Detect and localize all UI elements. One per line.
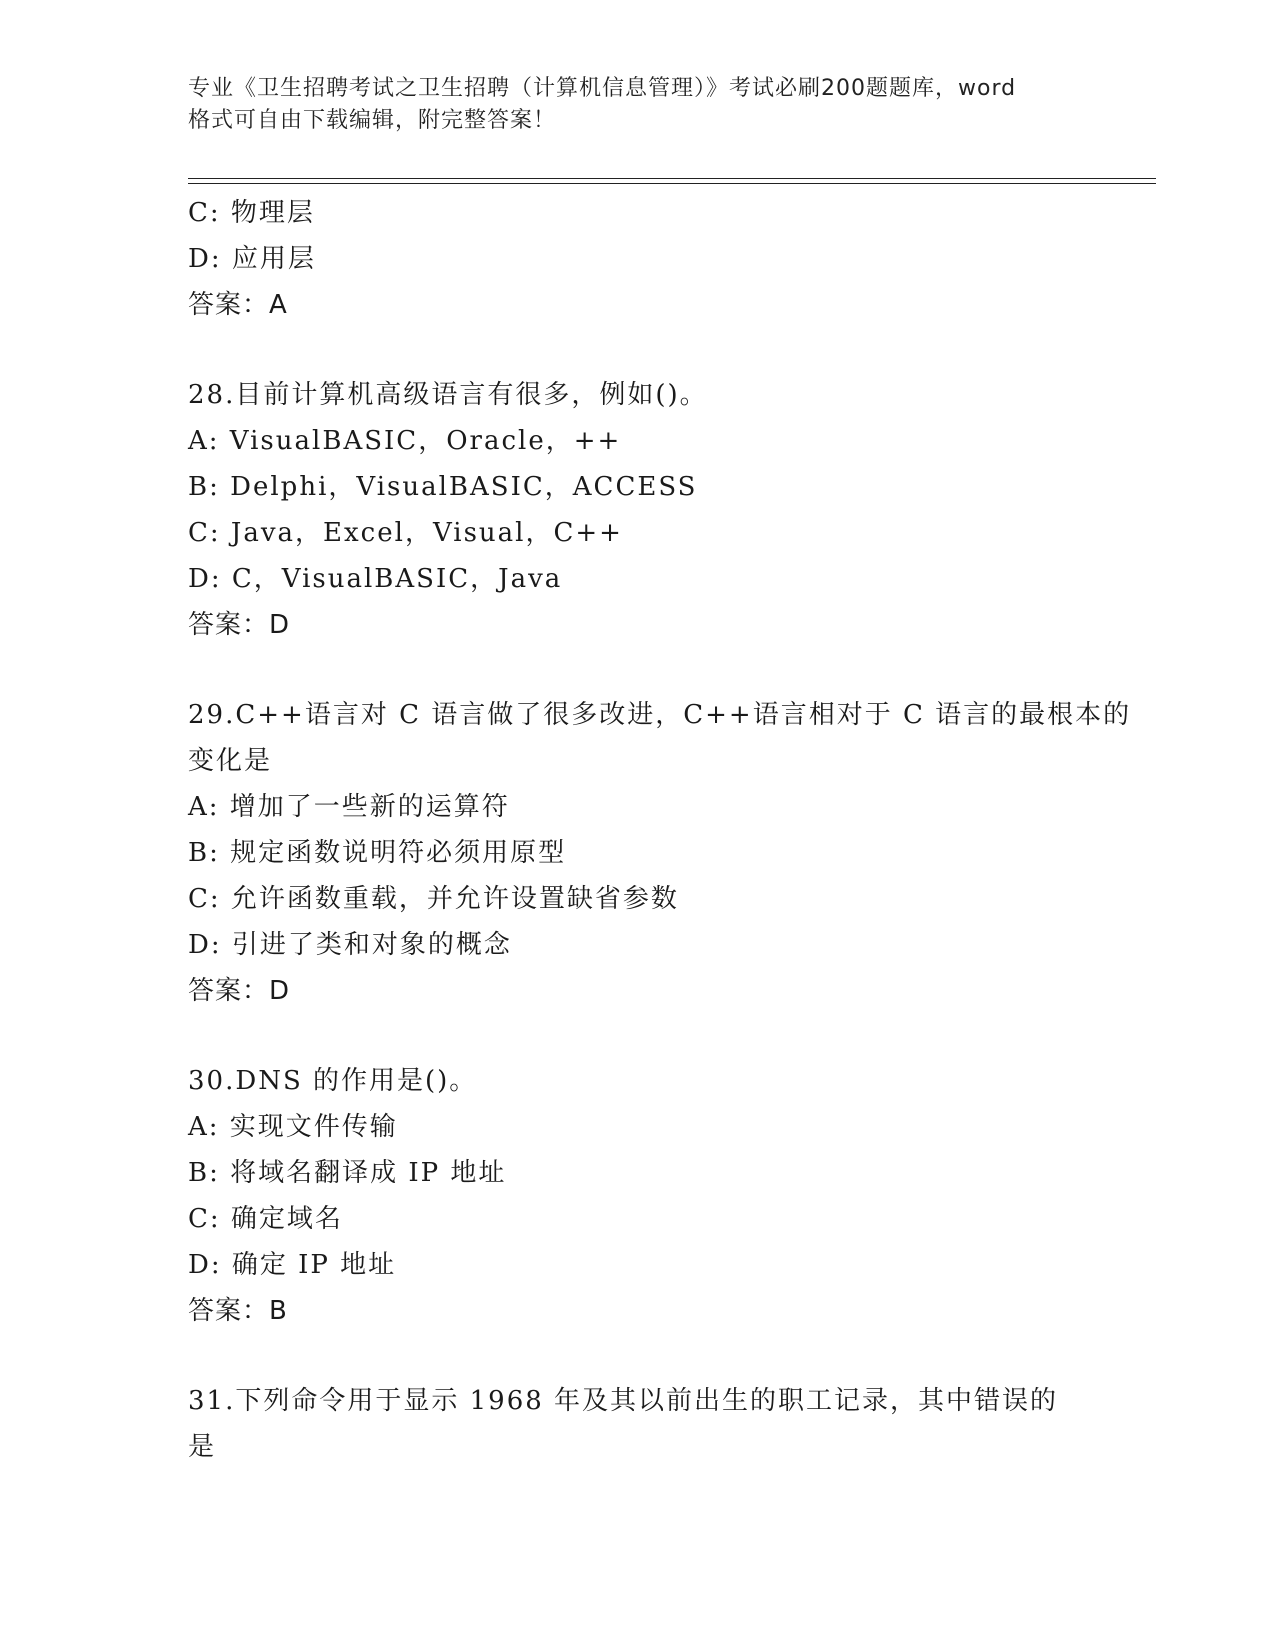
header-title-line-1: 专业《卫生招聘考试之卫生招聘（计算机信息管理）》考试必刷200题题库，word bbox=[188, 76, 1017, 101]
header-divider-top bbox=[188, 178, 1156, 179]
option-d: D: C，VisualBASIC，Java bbox=[188, 564, 563, 594]
spacer bbox=[188, 1334, 1108, 1378]
option-c: C: 允许函数重载，并允许设置缺省参数 bbox=[188, 884, 679, 914]
answer-line: 答案：D bbox=[188, 976, 291, 1006]
option-b: B: Delphi，VisualBASIC，ACCESS bbox=[188, 472, 698, 502]
spacer bbox=[188, 328, 1108, 372]
question-stem: 30.DNS 的作用是()。 bbox=[188, 1066, 478, 1096]
answer-line: 答案：A bbox=[188, 290, 288, 320]
option-a: A: 增加了一些新的运算符 bbox=[188, 792, 510, 822]
spacer bbox=[188, 648, 1108, 692]
header-title-line-2: 格式可自由下载编辑，附完整答案！ bbox=[188, 108, 557, 133]
header-divider-bottom bbox=[188, 183, 1156, 184]
question-stem-continued: 变化是 bbox=[188, 746, 273, 776]
option-d: D: 应用层 bbox=[188, 244, 316, 274]
question-content bbox=[188, 190, 1132, 1470]
option-c: C: Java，Excel，Visual，C++ bbox=[188, 518, 623, 548]
answer-line: 答案：D bbox=[188, 610, 291, 640]
prev-question-tail bbox=[188, 190, 1108, 328]
question-31 bbox=[188, 1378, 1108, 1470]
answer-line: 答案：B bbox=[188, 1296, 288, 1326]
question-30 bbox=[188, 1058, 1108, 1334]
option-d: D: 确定 IP 地址 bbox=[188, 1250, 397, 1280]
question-stem-continued: 是 bbox=[188, 1432, 217, 1462]
question-stem: 28.目前计算机高级语言有很多，例如()。 bbox=[188, 380, 708, 410]
document-header bbox=[188, 73, 1088, 137]
question-stem: 31.下列命令用于显示 1968 年及其以前出生的职工记录，其中错误的 bbox=[188, 1386, 1059, 1416]
option-c: C: 确定域名 bbox=[188, 1204, 343, 1234]
question-stem: 29.C++语言对 C 语言做了很多改进，C++语言相对于 C 语言的最根本的 bbox=[188, 700, 1132, 730]
spacer bbox=[188, 1014, 1108, 1058]
option-b: B: 将域名翻译成 IP 地址 bbox=[188, 1158, 507, 1188]
option-c: C: 物理层 bbox=[188, 198, 315, 228]
option-b: B: 规定函数说明符必须用原型 bbox=[188, 838, 567, 868]
question-28 bbox=[188, 372, 1108, 648]
option-a: A: VisualBASIC，Oracle，++ bbox=[188, 426, 622, 456]
question-29 bbox=[188, 692, 1132, 1014]
option-a: A: 实现文件传输 bbox=[188, 1112, 398, 1142]
option-d: D: 引进了类和对象的概念 bbox=[188, 930, 512, 960]
